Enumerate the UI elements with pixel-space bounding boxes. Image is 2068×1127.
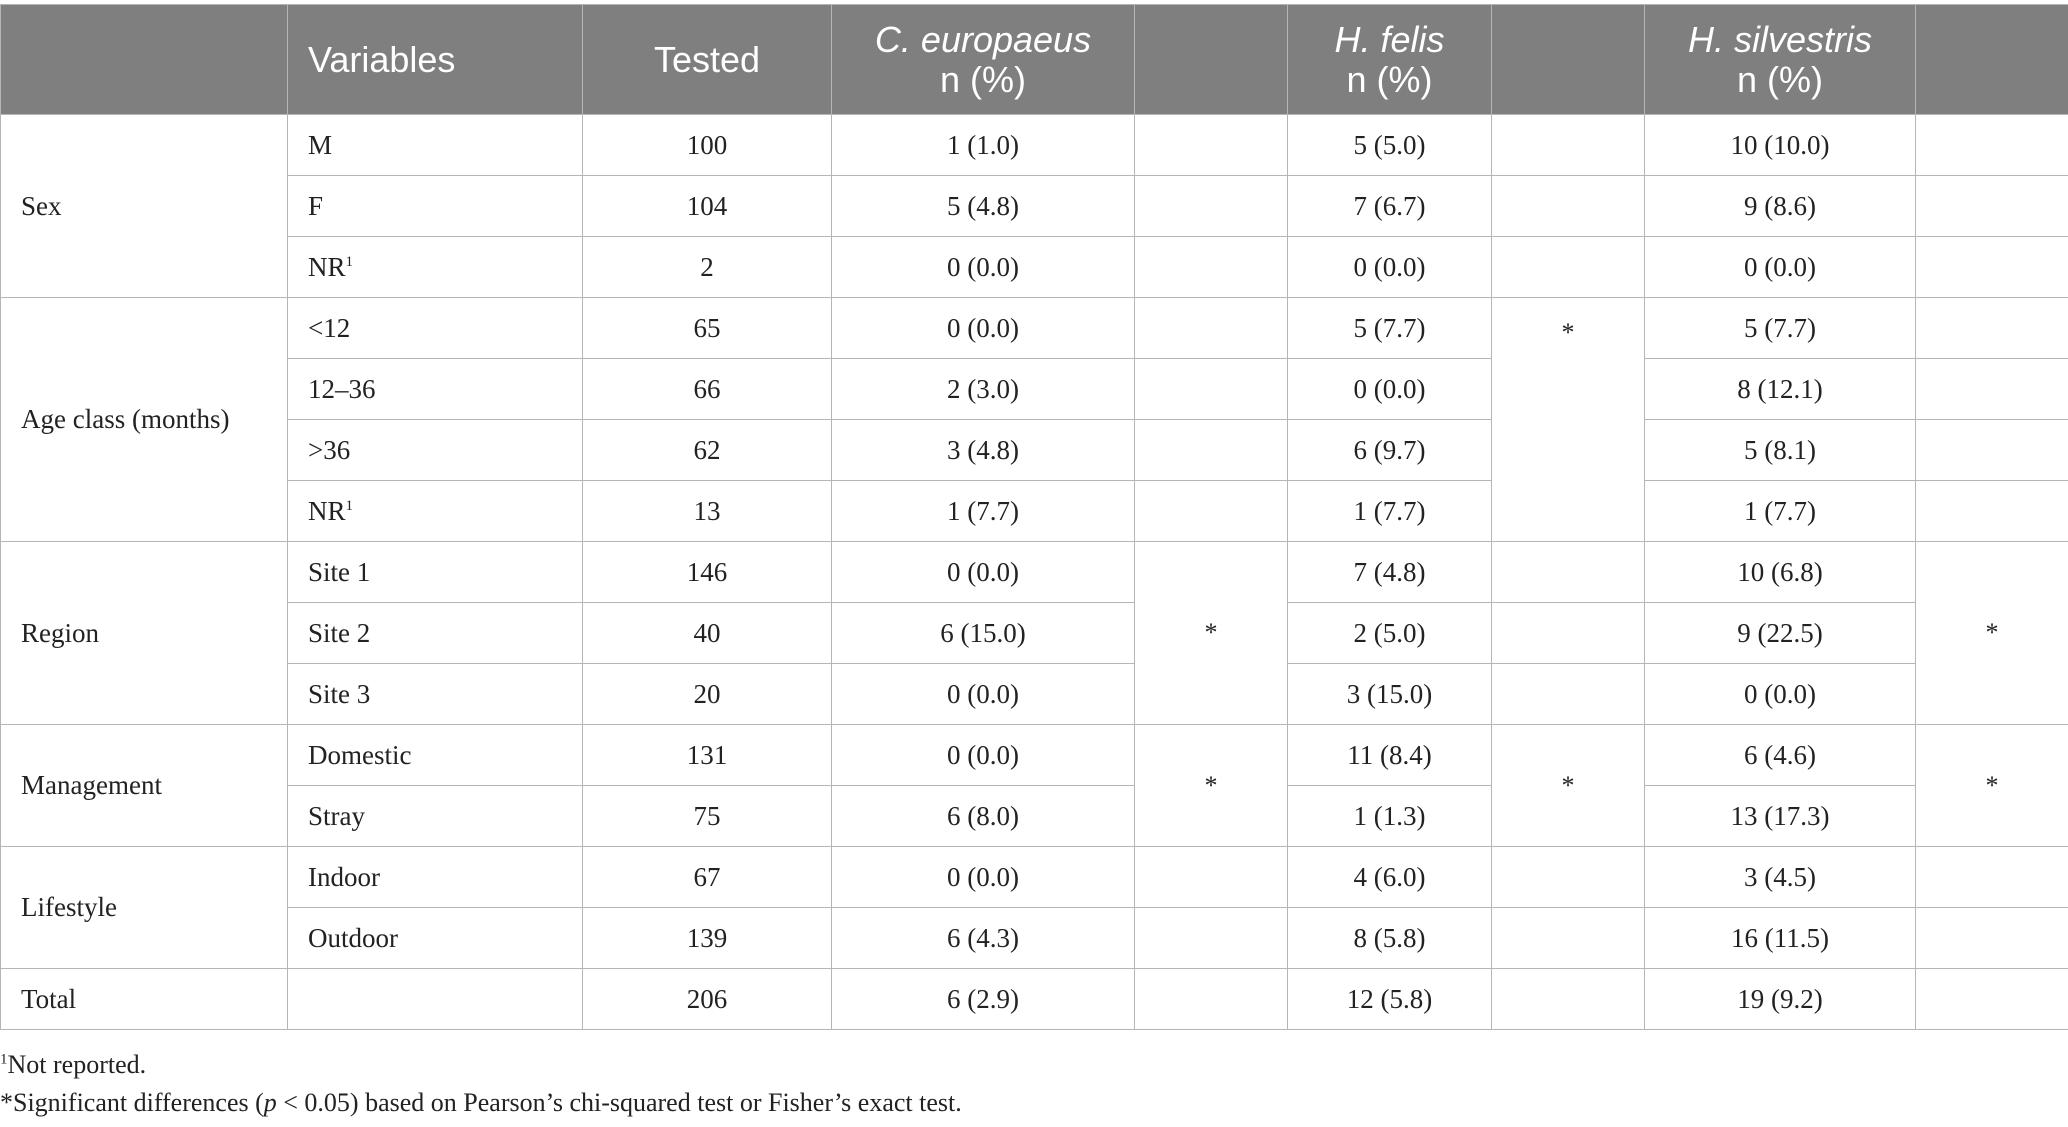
level-label [288, 481, 583, 542]
h-felis-cell: 11 (8.4) [1288, 725, 1492, 786]
level-text: Site 3 [308, 678, 371, 709]
sig-s-cell [1916, 115, 2068, 176]
level-label [288, 542, 583, 603]
table-row [1, 725, 2068, 786]
level-label [288, 420, 583, 481]
total-label: Total [1, 969, 288, 1030]
sig-h-cell: * [1492, 298, 1645, 542]
level-label [288, 298, 583, 359]
level-text: Stray [308, 800, 365, 831]
footnotes [0, 1046, 962, 1122]
group-label: Lifestyle [1, 847, 288, 969]
header-h-silvestris [1645, 5, 1916, 115]
c-europaeus-cell: 0 (0.0) [832, 664, 1135, 725]
level-label [288, 115, 583, 176]
c-europaeus-cell: 3 (4.8) [832, 420, 1135, 481]
header-sig-c [1135, 5, 1288, 115]
sig-h-cell [1492, 847, 1645, 908]
c-europaeus-cell: 6 (15.0) [832, 603, 1135, 664]
species-unit: n (%) [939, 58, 1026, 100]
h-felis-cell: 6 (9.7) [1288, 420, 1492, 481]
h-felis-cell: 1 (7.7) [1288, 481, 1492, 542]
level-text: Domestic [308, 739, 412, 770]
sig-s-cell [1916, 481, 2068, 542]
h-silvestris-cell: 6 (4.6) [1645, 725, 1916, 786]
c-europaeus-cell: 1 (7.7) [832, 481, 1135, 542]
h-silvestris-cell: 13 (17.3) [1645, 786, 1916, 847]
h-silvestris-cell: 1 (7.7) [1645, 481, 1916, 542]
sig-c-cell [1135, 298, 1288, 359]
sig-s-cell [1916, 176, 2068, 237]
tested-cell: 65 [583, 298, 832, 359]
tested-cell: 131 [583, 725, 832, 786]
c-europaeus-cell: 6 (2.9) [832, 969, 1135, 1030]
sig-h-cell [1492, 664, 1645, 725]
group-label: Region [1, 542, 288, 725]
level-text: NR [308, 251, 346, 282]
sig-h-cell [1492, 115, 1645, 176]
c-europaeus-cell: 0 (0.0) [832, 237, 1135, 298]
species-unit: n (%) [1736, 58, 1823, 100]
level-label [288, 359, 583, 420]
header-row [1, 5, 2068, 115]
c-europaeus-cell: 0 (0.0) [832, 847, 1135, 908]
h-silvestris-cell: 8 (12.1) [1645, 359, 1916, 420]
h-felis-cell: 8 (5.8) [1288, 908, 1492, 969]
header-blank [1, 5, 288, 115]
sig-c-cell [1135, 359, 1288, 420]
tested-cell: 146 [583, 542, 832, 603]
tested-cell: 13 [583, 481, 832, 542]
sig-s-cell [1916, 237, 2068, 298]
footnote-marker: 1 [0, 1051, 8, 1068]
level-text: 12–36 [308, 373, 376, 404]
tested-cell: 62 [583, 420, 832, 481]
c-europaeus-cell: 1 (1.0) [832, 115, 1135, 176]
sig-h-cell [1492, 969, 1645, 1030]
sig-s-cell [1916, 420, 2068, 481]
level-text: Indoor [308, 861, 380, 892]
species-name: C. europaeus [874, 18, 1092, 60]
level-text: <12 [308, 312, 351, 343]
footnote-significance: *Significant differences (p < 0.05) based on Pearson’s chi-squared test or Fisher’s exact test. [0, 1088, 962, 1117]
tested-cell: 139 [583, 908, 832, 969]
level-label [288, 603, 583, 664]
table-row [1, 359, 2068, 420]
h-felis-cell: 5 (5.0) [1288, 115, 1492, 176]
header-h-felis [1288, 5, 1492, 115]
table-row [1, 847, 2068, 908]
sig-c-cell [1135, 847, 1288, 908]
tested-cell: 104 [583, 176, 832, 237]
level-text: Site 1 [308, 556, 371, 587]
h-silvestris-cell: 19 (9.2) [1645, 969, 1916, 1030]
species-unit: n (%) [1346, 58, 1433, 100]
tested-cell: 20 [583, 664, 832, 725]
level-text: M [308, 129, 333, 160]
sig-h-cell [1492, 176, 1645, 237]
footnote-marker: 1 [345, 497, 354, 514]
h-silvestris-cell: 9 (8.6) [1645, 176, 1916, 237]
h-felis-cell: 7 (4.8) [1288, 542, 1492, 603]
table-row [1, 176, 2068, 237]
sig-s-cell [1916, 359, 2068, 420]
header-variables: Variables [288, 5, 583, 115]
tested-cell: 67 [583, 847, 832, 908]
level-label [288, 786, 583, 847]
sig-c-cell: * [1135, 542, 1288, 725]
level-label [288, 176, 583, 237]
table-row [1, 115, 2068, 176]
species-name: H. felis [1334, 18, 1445, 60]
total-row [1, 969, 2068, 1030]
c-europaeus-cell: 2 (3.0) [832, 359, 1135, 420]
h-silvestris-cell: 16 (11.5) [1645, 908, 1916, 969]
table-row [1, 237, 2068, 298]
level-text: >36 [308, 434, 351, 465]
table-row [1, 420, 2068, 481]
footnote-text: Not reported. [7, 1050, 147, 1079]
table-row [1, 542, 2068, 603]
c-europaeus-cell: 5 (4.8) [832, 176, 1135, 237]
c-europaeus-cell: 0 (0.0) [832, 542, 1135, 603]
level-label [288, 847, 583, 908]
sig-c-cell [1135, 969, 1288, 1030]
level-text: Outdoor [308, 922, 398, 953]
sig-h-cell [1492, 908, 1645, 969]
h-felis-cell: 3 (15.0) [1288, 664, 1492, 725]
h-felis-cell: 2 (5.0) [1288, 603, 1492, 664]
level-label [288, 969, 583, 1030]
sig-s-cell [1916, 298, 2068, 359]
h-felis-cell: 1 (1.3) [1288, 786, 1492, 847]
tested-cell: 75 [583, 786, 832, 847]
header-tested: Tested [583, 5, 832, 115]
level-text: F [308, 190, 324, 221]
level-label [288, 908, 583, 969]
header-sig-h [1492, 5, 1645, 115]
results-table [0, 4, 2068, 1030]
sig-h-cell: * [1492, 725, 1645, 847]
tested-cell: 2 [583, 237, 832, 298]
sig-s-cell [1916, 847, 2068, 908]
table-row [1, 298, 2068, 359]
level-text: NR [308, 495, 346, 526]
group-label: Sex [1, 115, 288, 298]
table-row [1, 786, 2068, 847]
h-felis-cell: 7 (6.7) [1288, 176, 1492, 237]
sig-c-cell [1135, 481, 1288, 542]
h-felis-cell: 0 (0.0) [1288, 359, 1492, 420]
sig-c-cell [1135, 115, 1288, 176]
table-row [1, 603, 2068, 664]
h-silvestris-cell: 5 (8.1) [1645, 420, 1916, 481]
sig-s-cell [1916, 908, 2068, 969]
c-europaeus-cell: 0 (0.0) [832, 298, 1135, 359]
h-felis-cell: 0 (0.0) [1288, 237, 1492, 298]
sig-h-cell [1492, 542, 1645, 603]
h-felis-cell: 4 (6.0) [1288, 847, 1492, 908]
sig-c-cell [1135, 176, 1288, 237]
group-label: Management [1, 725, 288, 847]
table-row [1, 664, 2068, 725]
species-name: H. silvestris [1687, 18, 1872, 60]
sig-c-cell [1135, 420, 1288, 481]
table-row [1, 908, 2068, 969]
h-silvestris-cell: 3 (4.5) [1645, 847, 1916, 908]
tested-cell: 100 [583, 115, 832, 176]
h-silvestris-cell: 5 (7.7) [1645, 298, 1916, 359]
h-felis-cell: 5 (7.7) [1288, 298, 1492, 359]
h-silvestris-cell: 9 (22.5) [1645, 603, 1916, 664]
footnote-marker: 1 [345, 253, 354, 270]
h-silvestris-cell: 10 (10.0) [1645, 115, 1916, 176]
sig-c-cell [1135, 237, 1288, 298]
h-silvestris-cell: 10 (6.8) [1645, 542, 1916, 603]
header-sig-s [1916, 5, 2068, 115]
tested-cell: 66 [583, 359, 832, 420]
h-felis-cell: 12 (5.8) [1288, 969, 1492, 1030]
c-europaeus-cell: 6 (4.3) [832, 908, 1135, 969]
tested-cell: 206 [583, 969, 832, 1030]
level-label [288, 725, 583, 786]
sig-s-cell [1916, 969, 2068, 1030]
h-silvestris-cell: 0 (0.0) [1645, 237, 1916, 298]
c-europaeus-cell: 6 (8.0) [832, 786, 1135, 847]
sig-s-cell: * [1916, 542, 2068, 725]
footnote-not-reported [0, 1046, 962, 1084]
sig-c-cell [1135, 908, 1288, 969]
sig-c-cell: * [1135, 725, 1288, 847]
table-body [1, 115, 2068, 1030]
sig-h-cell [1492, 603, 1645, 664]
group-label: Age class (months) [1, 298, 288, 542]
level-text: Site 2 [308, 617, 371, 648]
header-c-europaeus [832, 5, 1135, 115]
level-label [288, 237, 583, 298]
sig-h-cell [1492, 237, 1645, 298]
table-row [1, 481, 2068, 542]
tested-cell: 40 [583, 603, 832, 664]
level-label [288, 664, 583, 725]
h-silvestris-cell: 0 (0.0) [1645, 664, 1916, 725]
sig-s-cell: * [1916, 725, 2068, 847]
c-europaeus-cell: 0 (0.0) [832, 725, 1135, 786]
